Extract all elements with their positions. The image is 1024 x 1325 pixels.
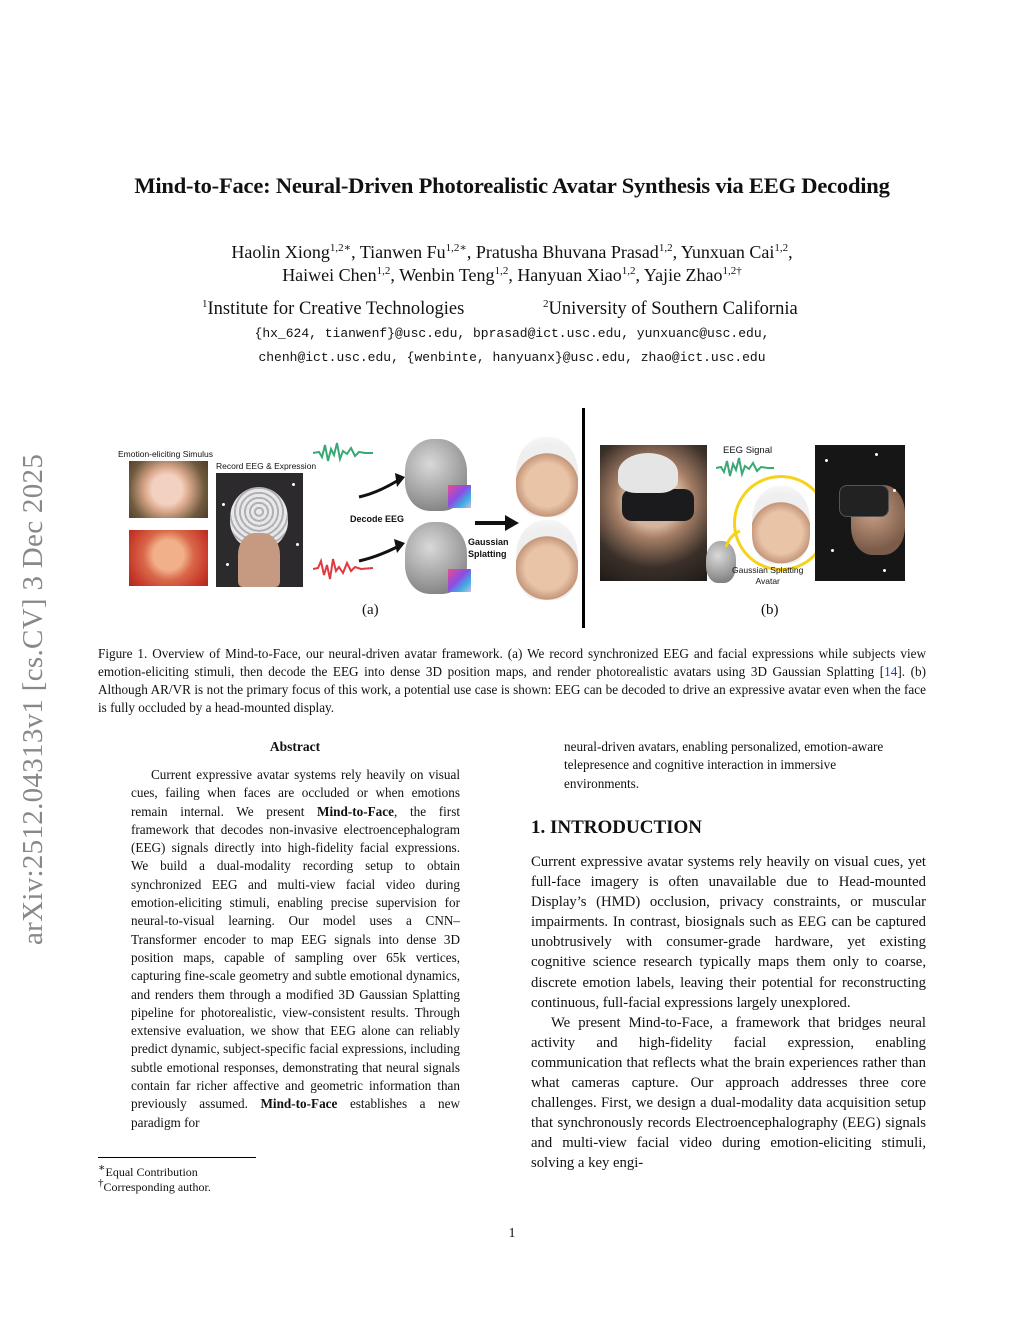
abstract-continuation: neural-driven avatars, enabling personalized, emotion-aware telepresence and cognitive interaction in immersive environments. (564, 739, 884, 791)
caption-text: Figure 1. Overview of Mind-to-Face, our neural-driven avatar framework. (a) We record synchronized EEG and facial expressions while subjects view emotion-eliciting stimuli, then decode the EEG into dense 3D position maps, and render photorealistic avatars using 3D Gaussian Splatting [ (98, 646, 926, 679)
arrow-to-mesh-top (355, 463, 407, 503)
affiliation-sup: 2 (543, 298, 549, 310)
affiliation-name: University of Southern California (548, 299, 798, 320)
avatar-render-top (516, 437, 578, 517)
author-sup: 1,2∗ (445, 242, 467, 254)
abstract-text: , the first framework that decodes non-invasive electroencephalogram (EEG) signals directly into high-fidelity facial expressions. We build a dual-modality recording setup to obtain synchronized EEG and multi-view facial video during emotion-eliciting stimuli, enabling precise supervision for neural-to-visual learning. Our model uses a CNN–Transformer encoder to map EEG signals into dense 3D position maps, capable of sampling over 65k vertices, capturing fine-scale geometry and subtle emotional dynamics, and renders them through a modified 3D Gaussian Splatting pipeline for photorealistic, view-consistent results. Through extensive evaluation, we show that EEG alone can reliably predict dynamic, subject-specific facial expressions, including subtle emotional responses, demonstrating that neural signals contain far richer affective and geometric information than previously assumed. (131, 803, 460, 1112)
abstract-heading: Abstract (269, 739, 321, 754)
footnote-text: Equal Contribution (105, 1165, 198, 1179)
stimulus-photo-baby (129, 461, 208, 518)
gs-avatar-label: Gaussian Splatting Avatar (732, 565, 804, 586)
footnote-rule (98, 1157, 256, 1158)
author-sup: 1,2† (722, 265, 742, 277)
decode-eeg-label: Decode EEG (350, 514, 405, 524)
author-name: Pratusha Bhuvana Prasad (475, 242, 659, 262)
citation-link[interactable]: 14 (884, 664, 898, 679)
author-sup: 1,2 (494, 265, 509, 277)
arrow-to-avatar (473, 513, 521, 533)
author-name: Yajie Zhao (643, 265, 723, 285)
author-sup: 1,2 (621, 265, 636, 277)
author-sup: 1,2 (376, 265, 391, 277)
intro-body (531, 852, 926, 1174)
footnote-corresponding (98, 1177, 211, 1195)
author-sup: 1,2 (658, 242, 673, 254)
author-name: Wenbin Teng (399, 265, 495, 285)
paper-title: Mind-to-Face: Neural-Driven Photorealistic Avatar Synthesis via EEG Decoding (134, 173, 890, 198)
arrow-mesh-to-avatar (722, 527, 746, 549)
figure-caption (98, 645, 926, 717)
author-sup: 1,2 (774, 242, 789, 254)
stimulus-label: Emotion-eliciting Simulus (118, 449, 213, 459)
footnote-text: Corresponding author. (103, 1180, 211, 1194)
subject-eeg-photo (216, 473, 303, 587)
avatar-render-bottom (516, 520, 578, 600)
intro-paragraph-1: Current expressive avatar systems rely heavily on visual cues, yet full-face imagery is often unavailable due to Head-mounted Display’s (HMD) occlusion, privacy constraints, or muscular impairments. In contrast, biosignals such as EEG can be captured unobtrusively with consumer-grade hardware, yet existing cognitive science research typically maps them only to coarse, discrete emotion labels, leaving their potential for reconstructing continuous, full-facial expressions largely unexplored. (531, 854, 926, 1011)
author-name: Hanyuan Xiao (517, 265, 622, 285)
abstract-bold: Mind-to-Face (317, 803, 394, 819)
footnote-mark: ∗ (98, 1162, 106, 1174)
author-name: Haiwei Chen (282, 265, 377, 285)
author-name: Haolin Xiong (231, 242, 330, 262)
intro-paragraph-2: We present Mind-to-Face, a framework that bridges neural activity and high-fidelity facial expression, enabling communication that reflects what the brain experiences rather than what cameras capture. Our approach addresses three core challenges. First, we design a dual-modality data acquisition setup that synchronously records Electroencephalography (EEG) signals and multi-view facial video during emotion-eliciting stimuli, solving a key engi- (531, 1014, 926, 1172)
email-line-2[interactable]: chenh@ict.usc.edu, {wenbinte, hanyuanx}@usc.edu, zhao@ict.usc.edu (258, 350, 766, 365)
hmd-observer-photo (815, 445, 905, 581)
gaussian-splatting-label: Gaussian Splatting (468, 537, 509, 559)
affiliation-2 (543, 298, 798, 320)
panel-a-label: (a) (362, 602, 379, 618)
author-line-1: Haolin Xiong$^{1,2∗}$, Tianwen $Fu^{1,2∗}$, Pratusha Bhuvana Prasad$^{1,2}$, Yunxuan Cai$^{1,2}$, (231, 242, 793, 262)
email-line-1[interactable]: {hx_624, tianwenf}@usc.edu, bprasad@ict.usc.edu, yunxuanc@usc.edu, (254, 326, 770, 341)
abstract-text: Current expressive avatar systems rely heavily on visual cues, failing when faces are occluded or when emotions remain internal. We present (131, 767, 460, 819)
hmd-user-photo (600, 445, 707, 581)
author-line-2: Haiwei Chen$^{1,2}$, Wenbin Teng$^{1,2}$, Hanyuan Xiao$^{1,2}$, Yajie Zhao$^{1,2\dagger}$ (282, 265, 742, 285)
footnote-mark: † (98, 1177, 104, 1189)
position-map-bottom (448, 569, 471, 592)
abstract-body (131, 766, 460, 1132)
affiliation-sup: 1 (202, 298, 208, 310)
affiliation-name: Institute for Creative Technologies (207, 299, 465, 320)
caption-text: ]. (b) Although AR/VR is not the primary focus of this work, a potential use case is shown: EEG can be decoded to drive an expressive avatar even when the face is fully occluded by a head-mounted display. (98, 664, 926, 715)
page-number: 1 (508, 1226, 516, 1241)
author-name: Yunxuan Cai (680, 242, 775, 262)
eeg-signal-label: EEG Signal (723, 445, 773, 456)
affiliation-1 (202, 298, 464, 320)
figure-divider (582, 408, 585, 628)
panel-b-label: (b) (761, 602, 779, 618)
position-map-top (448, 485, 471, 508)
author-sup: 1,2∗ (329, 242, 352, 254)
record-label: Record EEG & Expression (216, 461, 317, 471)
arxiv-identifier[interactable]: arXiv:2512.04313v1 [cs.CV] 3 Dec 2025 (17, 453, 49, 945)
figure-1 (110, 405, 920, 630)
intro-heading: 1. INTRODUCTION (531, 817, 703, 838)
arrow-to-mesh-bottom (355, 535, 407, 565)
abstract-bold: Mind-to-Face (260, 1096, 338, 1112)
author-name: Tianwen Fu (359, 242, 446, 262)
stimulus-photo-shout (129, 530, 208, 586)
abstract-text: establishes a new paradigm for (131, 1096, 460, 1130)
